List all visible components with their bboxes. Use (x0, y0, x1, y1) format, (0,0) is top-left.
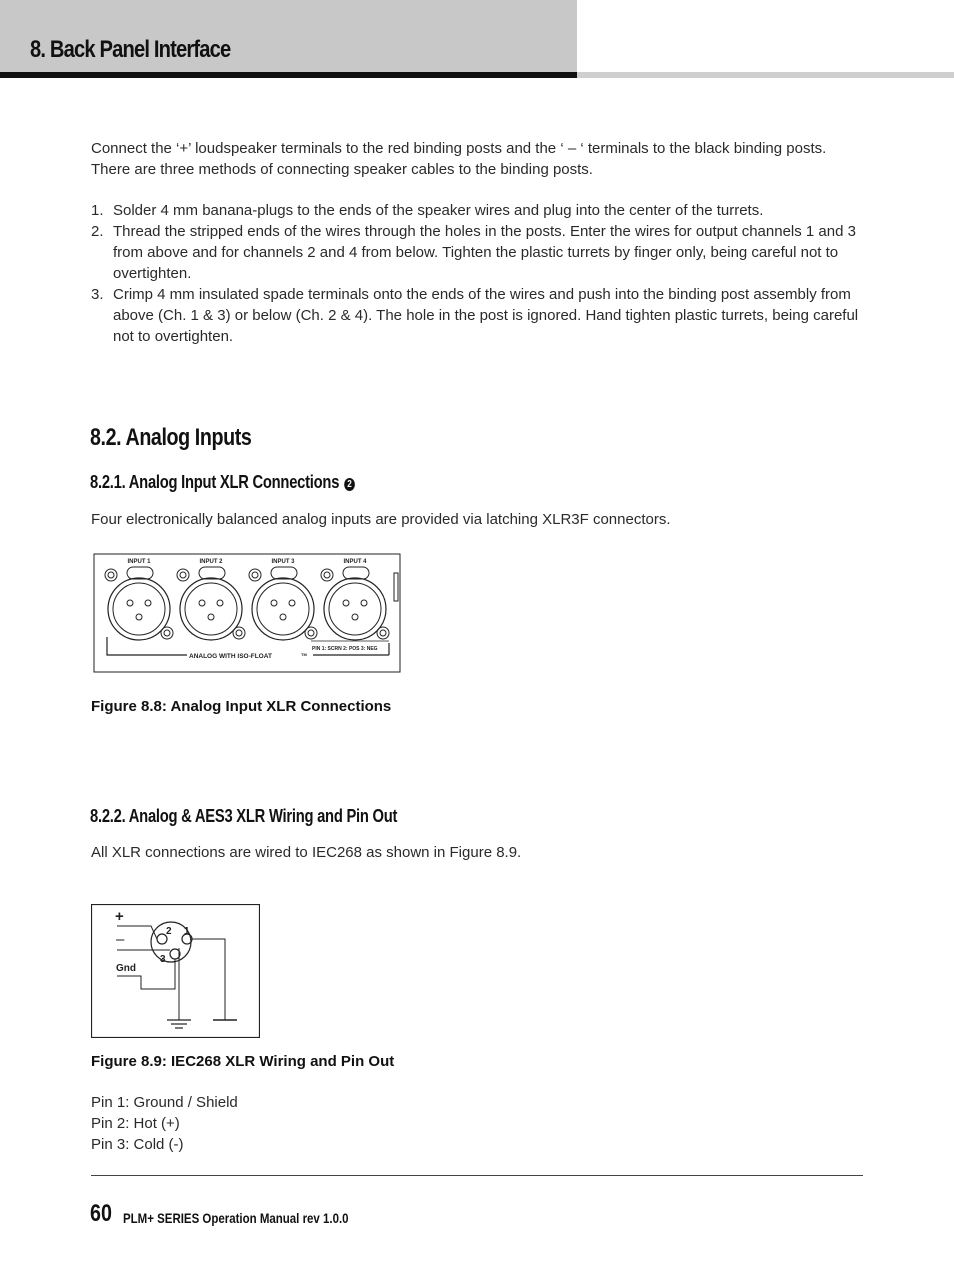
list-item: 1. Solder 4 mm banana-plugs to the ends of the speaker wires and plug into the center of the turrets. (91, 202, 764, 219)
pin-3-description: Pin 3: Cold (-) (91, 1136, 184, 1153)
minus-label: – (116, 931, 125, 948)
xlr-wiring-text: All XLR connections are wired to IEC268 as shown in Figure 8.9. (91, 844, 522, 861)
callout-badge: 2 (344, 478, 355, 491)
pin-1-description: Pin 1: Ground / Shield (91, 1094, 238, 1111)
list-item: 2. Thread the stripped ends of the wires through the holes in the posts. Enter the wires for output channels 1 and 3 from above and for channels 2 and 4 from below. Tighten the plastic turrets by finger only, being careful not to overtighten. (91, 223, 856, 282)
intro-paragraph: Connect the ‘+’ loudspeaker terminals to the red binding posts and the ‘ – ‘ terminals to the black binding posts. There are three methods of connecting speaker cables to the binding posts. (91, 140, 827, 178)
connection-methods-list (91, 200, 866, 347)
input-1-label: INPUT 1 (127, 559, 151, 565)
xlr-wiring-heading: 8.2.2. Analog & AES3 XLR Wiring and Pin Out (90, 806, 398, 826)
document-title: PLM+ SERIES Operation Manual rev 1.0.0 (123, 1210, 349, 1226)
trademark-mark: TM (301, 652, 307, 657)
pin-2-description: Pin 2: Hot (+) (91, 1115, 180, 1132)
pin-3-label: 3 (160, 954, 166, 965)
list-item: 3. Crimp 4 mm insulated spade terminals onto the ends of the wires and push into the binding post assembly from above (Ch. 1 & 3) or below (Ch. 2 & 4). The hole in the post is ignored. Hand tighten plastic turrets, being careful not to overtighten. (91, 286, 859, 345)
pin-2-label: 2 (166, 926, 172, 937)
analog-inputs-heading: 8.2. Analog Inputs (90, 424, 252, 451)
footer-rule (91, 1175, 863, 1176)
pin-list (91, 1092, 238, 1155)
header-rule (0, 72, 577, 78)
iso-float-label: ANALOG WITH ISO-FLOAT (189, 653, 272, 660)
figure-8-8-caption: Figure 8.8: Analog Input XLR Connections (91, 698, 392, 715)
section-title: 8. Back Panel Interface (30, 36, 231, 63)
input-2-label: INPUT 2 (199, 559, 223, 565)
xlr-connections-heading: 8.2.1. Analog Input XLR Connections 2 (90, 472, 355, 493)
page-number: 60 (90, 1200, 112, 1227)
pin-assignment-label: PIN 1: SCRN 2: POS 3: NEG (312, 646, 378, 652)
figure-8-9-caption: Figure 8.9: IEC268 XLR Wiring and Pin Out (91, 1053, 395, 1070)
header-rule-light (577, 72, 954, 78)
plus-label: + (115, 908, 124, 925)
input-3-label: INPUT 3 (271, 559, 295, 565)
xlr-input-panel-figure (93, 553, 401, 673)
xlr-connections-text: Four electronically balanced analog inputs are provided via latching XLR3F connectors. (91, 511, 671, 528)
input-4-label: INPUT 4 (343, 559, 367, 565)
pin-1-label: 1 (184, 926, 190, 937)
xlr-wiring-diagram (91, 904, 260, 1038)
ground-label: Gnd (116, 963, 136, 974)
